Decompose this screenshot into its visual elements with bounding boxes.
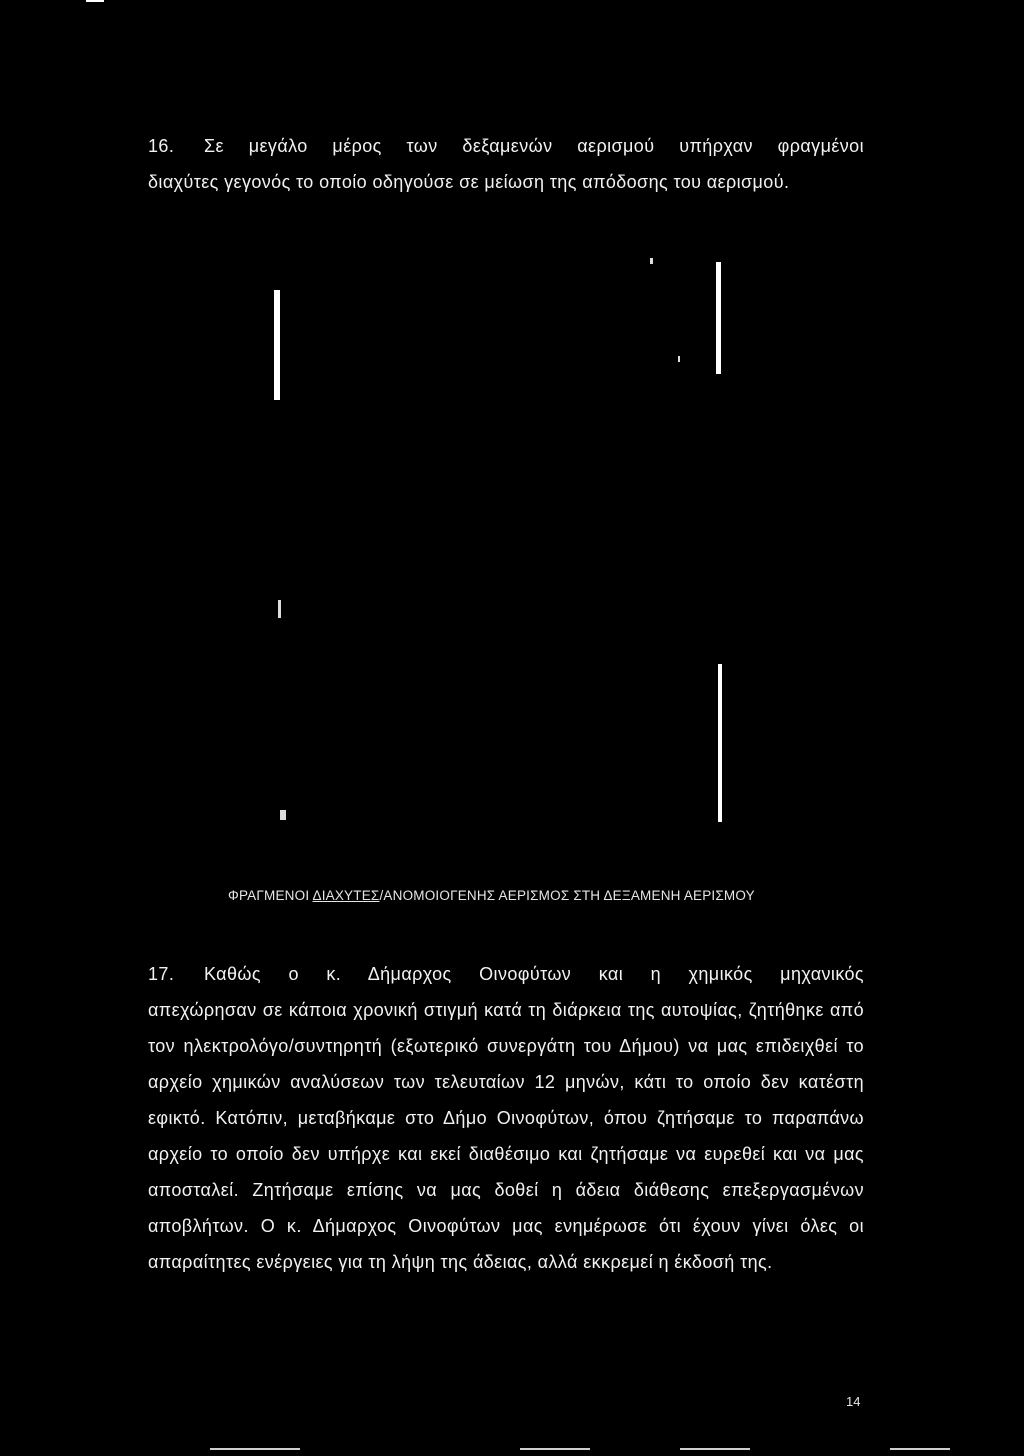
figure-caption (228, 888, 755, 903)
photo-bar-right-top (716, 262, 721, 374)
paragraph-17-line-2: απεχώρησαν σε κάποια χρονική στιγμή κατά τη διάρκεια της αυτοψίας, ζητήθηκε από (148, 1000, 864, 1020)
caption-rest: /ΑΝΟΜΟΙΟΓΕΝΗΣ ΑΕΡΙΣΜΟΣ ΣΤΗ ΔΕΞΑΜΕΝΗ ΑΕΡΙΣΜΟΥ (379, 888, 755, 903)
paragraph-17-line-5: εφικτό. Κατόπιν, μεταβήκαμε στο Δήμο Οινοφύτων, όπου ζητήσαμε το παραπάνω (148, 1108, 864, 1128)
paragraph-16-text-1: Σε μεγάλο μέρος των δεξαμενών αερισμού υπήρχαν φραγμένοι (204, 136, 864, 156)
photo-bar-right-bottom (718, 664, 722, 822)
photo-bar-left (274, 290, 280, 400)
scan-mark (86, 0, 104, 2)
caption-prefix: ΦΡΑΓΜΕΝΟΙ (228, 888, 313, 903)
paragraph-17 (148, 956, 864, 1280)
photo-speck-right (678, 356, 680, 362)
paragraph-17-line-4: αρχείο χημικών αναλύσεων των τελευταίων 12 μηνών, κάτι το οποίο δεν κατέστη (148, 1072, 864, 1092)
page-number: 14 (846, 1394, 861, 1409)
scan-footline-3 (680, 1448, 750, 1450)
paragraph-17-line-7: αποσταλεί. Ζητήσαμε επίσης να μας δοθεί η άδεια διάθεσης επεξεργασμένων (148, 1180, 864, 1200)
paragraph-16-number: 16. (148, 136, 175, 156)
paragraph-16 (148, 128, 864, 200)
photo-speck-mid-left (278, 600, 281, 618)
photo-blocked-diffusers (266, 232, 730, 832)
photo-speck-top-right (650, 258, 653, 264)
paragraph-17-line-6: αρχείο το οποίο δεν υπήρχε και εκεί διαθέσιμο και ζητήσαμε να ευρεθεί και να μας (148, 1144, 864, 1164)
paragraph-16-line-1 (148, 128, 864, 164)
paragraph-17-text-1: Καθώς ο κ. Δήμαρχος Οινοφύτων και η χημικός μηχανικός (204, 964, 864, 984)
scan-footline-1 (210, 1448, 300, 1450)
paragraph-16-line-2: διαχύτες γεγονός το οποίο οδηγούσε σε μείωση της απόδοσης του αερισμού. (148, 172, 790, 192)
paragraph-17-line-9: απαραίτητες ενέργειες για τη λήψη της άδειας, αλλά εκκρεμεί η έκδοσή της. (148, 1252, 773, 1272)
paragraph-17-line-1 (148, 956, 864, 992)
scan-footline-4 (890, 1448, 950, 1450)
scan-footline-2 (520, 1448, 590, 1450)
paragraph-17-line-3: τον ηλεκτρολόγο/συντηρητή (εξωτερικό συνεργάτη του Δήμου) να μας επιδειχθεί το (148, 1036, 864, 1056)
photo-speck-bottom-left (280, 810, 286, 820)
caption-underlined: ΔΙΑΧΥΤΕΣ (312, 888, 380, 903)
paragraph-17-number: 17. (148, 964, 175, 984)
paragraph-17-line-8: αποβλήτων. Ο κ. Δήμαρχος Οινοφύτων μας ενημέρωσε ότι έχουν γίνει όλες οι (148, 1216, 864, 1236)
